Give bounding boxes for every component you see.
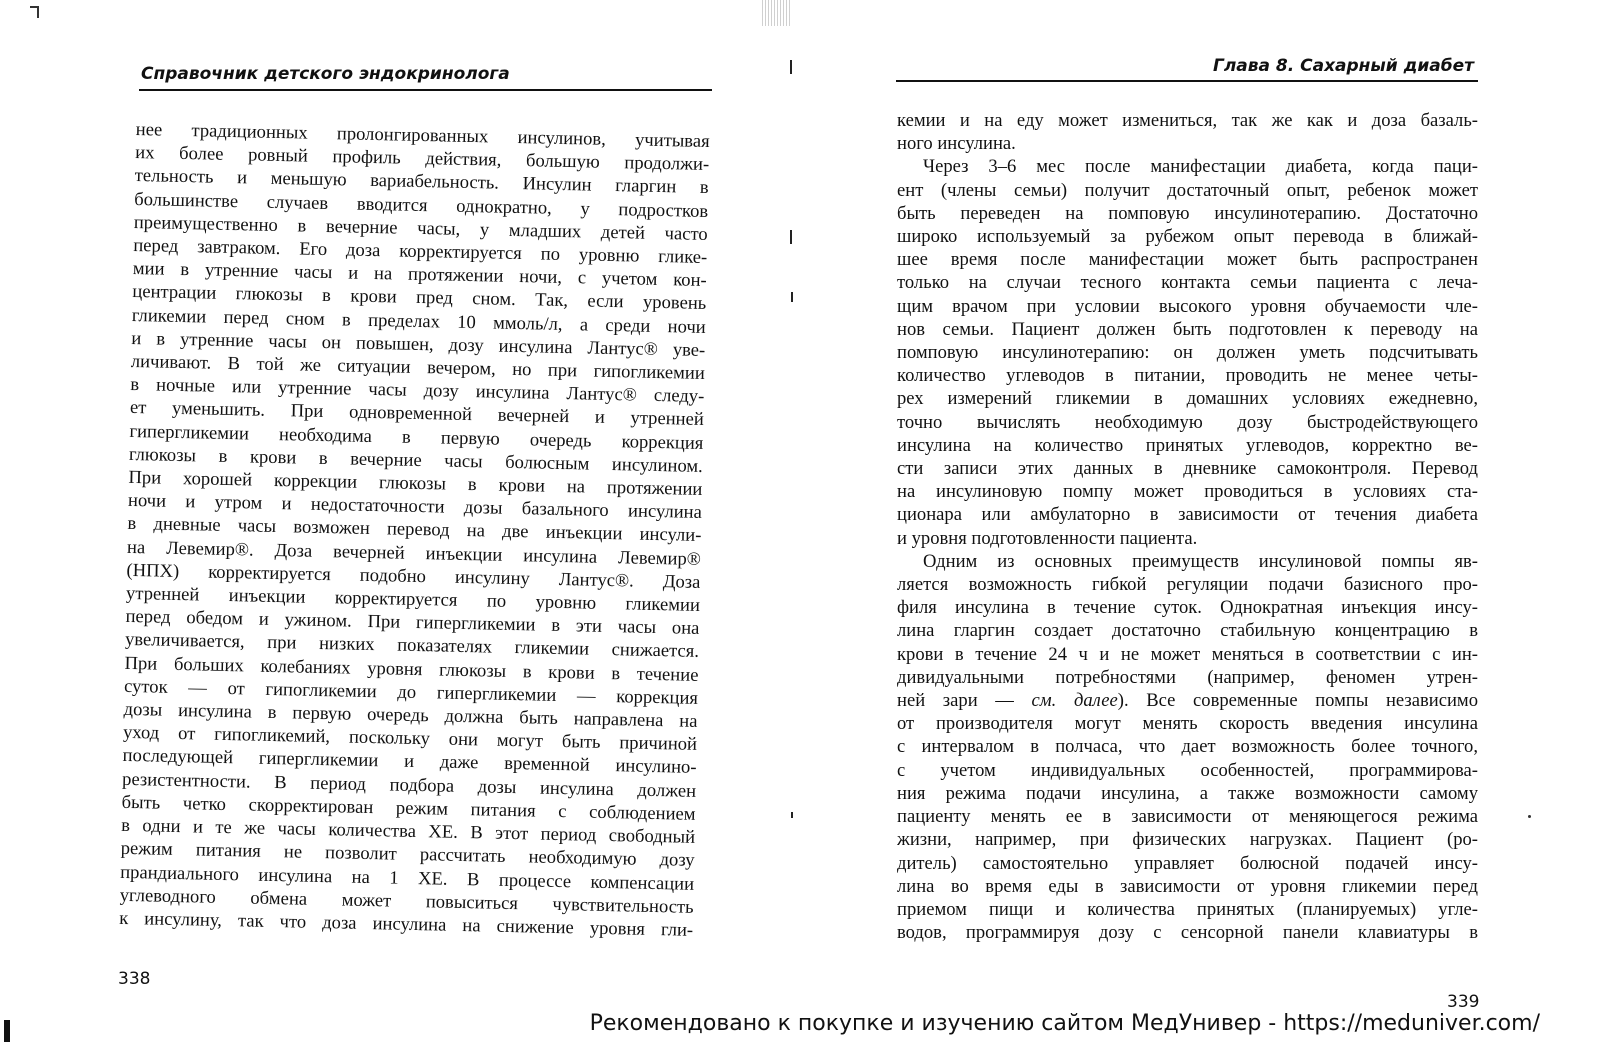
text-run: ). Все современные помпы независимо <box>1117 690 1478 712</box>
text-line <box>897 689 1478 712</box>
left-page <box>0 0 780 1062</box>
gutter-mark <box>790 230 792 244</box>
footer-recommendation: Рекомендовано к покупке и изучению сайтом МедУнивер - https://meduniver.com/ <box>589 1011 1540 1036</box>
text-line: водов, программируя дозу с сенсорной панели клавиатуры в <box>897 922 1478 944</box>
gutter-mark <box>791 812 793 818</box>
page-number-left: 338 <box>118 969 151 989</box>
text-line: центрации глюкозы в крови пред сном. Так, если уровень <box>132 281 707 315</box>
text-line: быть переведен на помповую инсулинотерапию. Достаточно <box>897 202 1478 224</box>
scan-corner-mark <box>30 6 39 18</box>
cross-reference: см. далее <box>1031 690 1118 712</box>
text-line: быть четко скорректирован режим питания с соблюдением <box>121 791 696 825</box>
text-line: лина во время еды в зависимости от уровня гликемии перед <box>897 875 1478 897</box>
text-line: приемом пищи и количества принятых (планируемых) угле- <box>897 898 1478 920</box>
text-line: количество углеводов в питании, проводить не менее четы- <box>897 365 1478 387</box>
running-head-right: Глава 8. Сахарный диабет <box>1213 56 1474 76</box>
text-line: ния режима подачи инсулина, а также возможности самому <box>897 782 1478 804</box>
text-line: гипергликемии необходима в первую очередь коррекция <box>129 420 704 454</box>
text-line: ляется возможность гибкой регуляции подачи базисного про- <box>897 574 1478 596</box>
text-line: резистентности. В период подбора дозы инсулина должен <box>121 768 697 802</box>
text-line: и в утренние часы он повышен, дозу инсулина Лантус® уве- <box>131 327 706 361</box>
text-line: преимущественно в вечерние часы, у младших детей часто <box>133 211 708 245</box>
text-line: углеводного обмена может повыситься чувствительность <box>119 884 694 918</box>
body-text-left <box>119 118 710 942</box>
text-line: ет уменьшить. При одновременной вечерней и утренней <box>129 397 705 431</box>
text-line: крови в течение 24 ч и не может меняться в соответствии с ин- <box>897 643 1478 665</box>
text-run: ней зари — <box>897 690 1032 712</box>
text-line: в дневные часы возможен перевод на две инъекции инсули- <box>127 513 702 547</box>
text-line: инсулина на количество принятых углеводов, корректно ве- <box>897 434 1478 456</box>
text-line: тельность и меньшую вариабельность. Инсулин гларгин в <box>134 165 709 199</box>
text-line: увеличивается, при низких показателях гликемии снижается. <box>124 629 700 663</box>
text-line: пациенту менять ее в зависимости от меняющегося режима <box>897 806 1478 828</box>
text-line: в ночные или утренние часы дозу инсулина Лантус® следу- <box>130 374 705 408</box>
scan-edge-bar <box>4 1020 10 1042</box>
text-line: При хорошей коррекции глюкозы в крови на протяжении <box>128 466 703 500</box>
text-line: (НПХ) корректируется подобно инсулину Лантус®. Доза <box>126 559 701 593</box>
text-line: утренней инъекции корректируется по уровню гликемии <box>125 582 701 616</box>
text-line: кемии и на еду может измениться, так же как и доза базаль- <box>897 110 1478 131</box>
text-line: с учетом индивидуальных особенностей, программирова- <box>897 759 1478 781</box>
text-line: нов семьи. Пациент должен быть подготовлен к переводу на <box>897 318 1478 340</box>
text-line: с интервалом в полчаса, что дает возможность более точного, <box>897 736 1478 758</box>
text-line: шее время после манифестации может быть распространен <box>897 249 1478 271</box>
text-line: на инсулиновую помпу может проводиться в условиях ста- <box>897 481 1478 503</box>
scan-speck <box>1528 815 1531 818</box>
text-line: перед обедом и ужином. При гипергликемии в эти часы она <box>125 606 700 640</box>
text-line: на Левемир®. Доза вечерней инъекции инсулина Левемир® <box>126 536 702 570</box>
text-line: жизни, например, при физических нагрузках. Пациент (ро- <box>897 829 1478 851</box>
text-line: последующей гипергликемии и даже временной инсулино- <box>122 745 697 779</box>
text-line: филя инсулина в течение суток. Однократная инъекция инсу- <box>897 597 1478 619</box>
text-line: сти записи этих данных в дневнике самоконтроля. Перевод <box>897 458 1478 480</box>
text-line: Одним из основных преимуществ инсулиновой помпы яв- <box>923 550 1478 572</box>
text-line: широко используемый за рубежом опыт перевода в ближай- <box>897 226 1478 248</box>
header-rule-left <box>139 89 712 91</box>
text-line: нее традиционных пролонгированных инсулинов, учитывая <box>135 118 710 153</box>
text-line: уход от гипогликемий, поскольку они могут быть причиной <box>122 722 698 756</box>
text-line: Через 3–6 мес после манифестации диабета, когда паци- <box>923 156 1478 178</box>
text-line: ного инсулина. <box>897 133 1016 155</box>
running-head-left: Справочник детского эндокринолога <box>141 64 510 84</box>
header-rule-right <box>896 80 1478 82</box>
text-line: дивидуальными потребностями (например, феномен утрен- <box>897 666 1478 688</box>
text-line: гликемии перед сном в пределах 10 ммоль/л, а среди ночи <box>131 304 706 338</box>
gutter-scan-smudge <box>762 0 792 26</box>
text-line: дозы инсулина в первую очередь должна быть направлена на <box>123 698 698 732</box>
right-page <box>800 0 1600 1062</box>
text-line: суток — от гипогликемии до гипергликемии — коррекция <box>123 675 699 709</box>
page-number-right: 339 <box>1447 992 1480 1012</box>
text-line: режим питания не позволит рассчитать необходимую дозу <box>120 838 695 872</box>
text-line: ночи и утром и недостаточности дозы базального инсулина <box>127 490 703 524</box>
text-line: только на случаи тесного контакта семьи пациента с леча- <box>897 272 1478 294</box>
text-line: дитель) самостоятельно управляет болюсной подачей инсу- <box>897 852 1478 874</box>
text-line: При больших колебаниях уровня глюкозы в крови в течение <box>124 652 699 686</box>
text-line: щим врачом при условии высокого уровня обучаемости чле- <box>897 295 1478 317</box>
text-line: в одни и те же часы количества ХЕ. В этот период свободный <box>120 814 696 848</box>
gutter-mark <box>790 60 792 74</box>
text-line: прандиального инсулина на 1 ХЕ. В процессе компенсации <box>119 861 695 895</box>
text-line: от производителя могут менять скорость введения инсулина <box>897 713 1478 735</box>
gutter-mark <box>791 292 793 302</box>
text-line: лина гларгин создает достаточно стабильную концентрацию в <box>897 620 1478 642</box>
text-line: личивают. В той же ситуации вечером, но при гипогликемии <box>130 350 705 384</box>
text-line: глюкозы в крови в вечерние часы болюсным инсулином. <box>128 443 704 477</box>
text-line: точно вычислять необходимую дозу быстродействующего <box>897 411 1478 433</box>
text-line: помповую инсулинотерапию: он должен уметь подсчитывать <box>897 342 1478 364</box>
text-line: большинстве случаев вводится однократно, у подростков <box>134 188 709 222</box>
text-line: к инсулину, так что доза инсулина на снижение уровня гли- <box>119 907 694 941</box>
text-line: перед завтраком. Его доза корректируется по уровню глике- <box>133 234 708 269</box>
text-line: и уровня подготовленности пациента. <box>897 527 1198 549</box>
text-line: мии в утренние часы и на протяжении ночи, с учетом кон- <box>132 258 707 292</box>
text-line: рех измерений гликемии в домашних условиях ежедневно, <box>897 388 1478 410</box>
text-line: их более ровный профиль действия, большую продолжи- <box>135 142 710 176</box>
text-line: ционара или амбулаторно в зависимости от течения диабета <box>897 504 1478 526</box>
body-text-right <box>897 109 1478 944</box>
text-line: ент (члены семьи) получит достаточный опыт, ребенок может <box>897 179 1478 201</box>
